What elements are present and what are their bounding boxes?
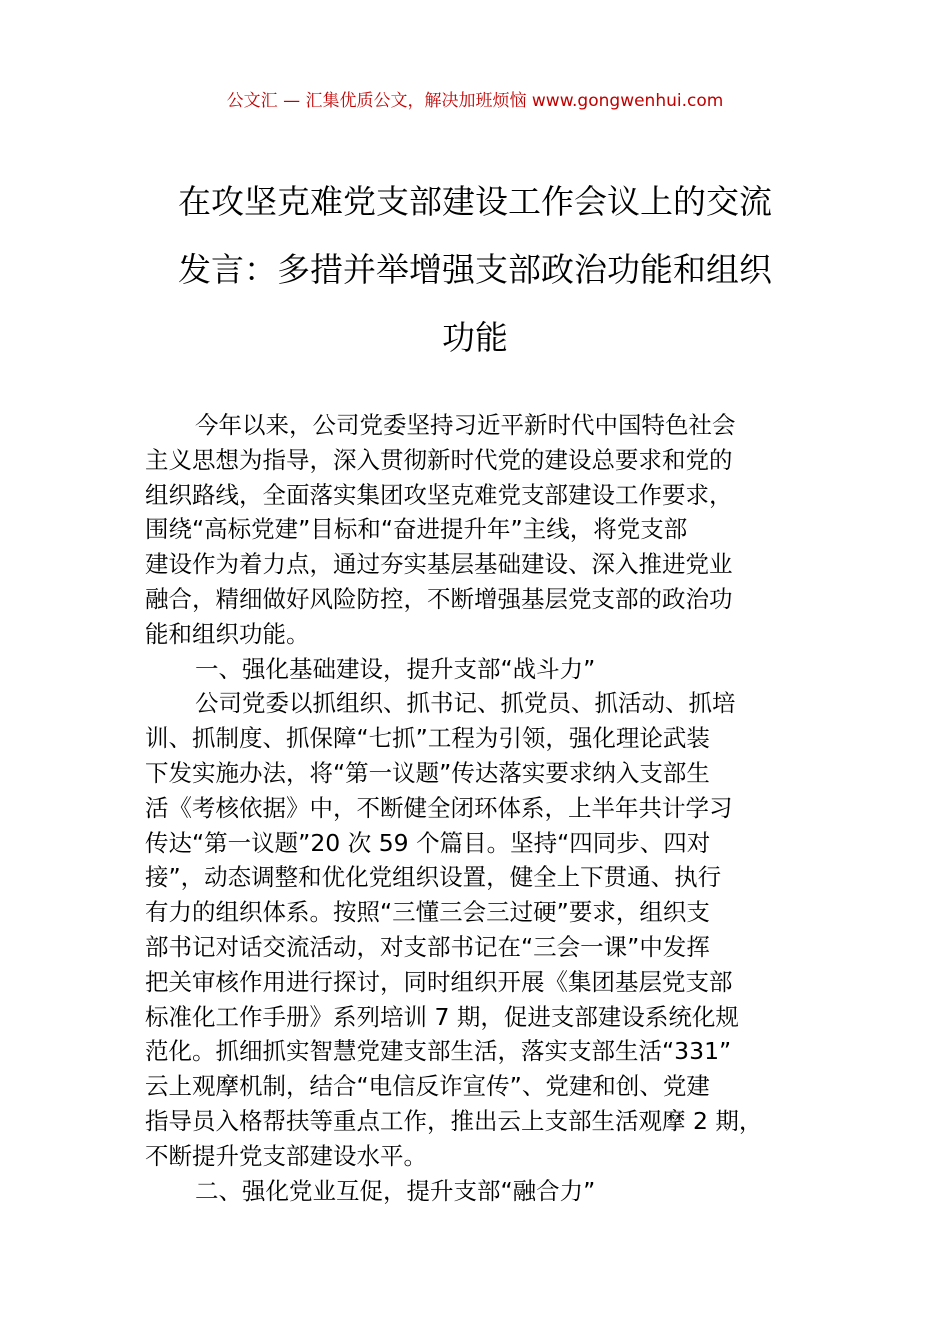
document-body bbox=[145, 408, 845, 1208]
paragraph-line: 今年以来，公司党委坚持习近平新时代中国特色社会 bbox=[195, 411, 736, 439]
paragraph-line: 融合，精细做好风险防控，不断增强基层党支部的政治功 bbox=[145, 584, 733, 613]
title-line: 发言：多措并举增强支部政治功能和组织 bbox=[178, 250, 772, 289]
title-line: 功能 bbox=[442, 318, 508, 357]
site-watermark-header: 公文汇 — 汇集优质公文，解决加班烦恼 www.gongwenhui.com bbox=[226, 91, 724, 111]
paragraph-line: 有力的组织体系。按照“三懂三会三过硬”要求，组织支 bbox=[145, 898, 710, 927]
paragraph-line: 把关审核作用进行探讨，同时组织开展《集团基层党支部 bbox=[145, 967, 733, 996]
paragraph-line: 下发实施办法，将“第一议题”传达落实要求纳入支部生 bbox=[145, 758, 710, 787]
paragraph-line: 不断提升党支部建设水平。 bbox=[145, 1141, 427, 1170]
paragraph-line: 接”，动态调整和优化党组织设置，健全上下贯通、执行 bbox=[145, 863, 722, 892]
paragraph-line: 传达“第一议题”20 次 59 个篇目。坚持“四同步、四对 bbox=[145, 828, 711, 857]
paragraph-line: 活《考核依据》中，不断健全闭环体系，上半年共计学习 bbox=[145, 793, 733, 822]
section-heading: 二、强化党业互促，提升支部“融合力” bbox=[195, 1176, 596, 1205]
paragraph-line: 部书记对话交流活动，对支部书记在“三会一课”中发挥 bbox=[145, 932, 710, 961]
paragraph-line: 组织路线，全面落实集团攻坚克难党支部建设工作要求， bbox=[145, 480, 733, 509]
paragraph-line: 标准化工作手册》系列培训 7 期，促进支部建设系统化规 bbox=[145, 1002, 739, 1031]
section-heading: 一、强化基础建设，提升支部“战斗力” bbox=[195, 654, 596, 683]
paragraph-line: 范化。抓细抓实智慧党建支部生活，落实支部生活“331” bbox=[145, 1037, 732, 1066]
paragraph-line: 指导员入格帮扶等重点工作，推出云上支部生活观摩 2 期， bbox=[145, 1106, 763, 1135]
paragraph-line: 围绕“高标党建”目标和“奋进提升年”主线，将党支部 bbox=[145, 515, 688, 544]
paragraph-line: 公司党委以抓组织、抓书记、抓党员、抓活动、抓培 bbox=[195, 689, 736, 718]
paragraph-line: 能和组织功能。 bbox=[145, 619, 310, 648]
paragraph-line: 建设作为着力点，通过夯实基层基础建设、深入推进党业 bbox=[145, 550, 733, 579]
document-title bbox=[100, 168, 850, 372]
paragraph-line: 主义思想为指导，深入贯彻新时代党的建设总要求和党的 bbox=[145, 445, 733, 474]
title-line: 在攻坚克难党支部建设工作会议上的交流 bbox=[178, 182, 772, 221]
paragraph-line: 训、抓制度、抓保障“七抓”工程为引领，强化理论武装 bbox=[145, 724, 710, 753]
paragraph-line: 云上观摩机制，结合“电信反诈宣传”、党建和创、党建 bbox=[145, 1072, 710, 1101]
